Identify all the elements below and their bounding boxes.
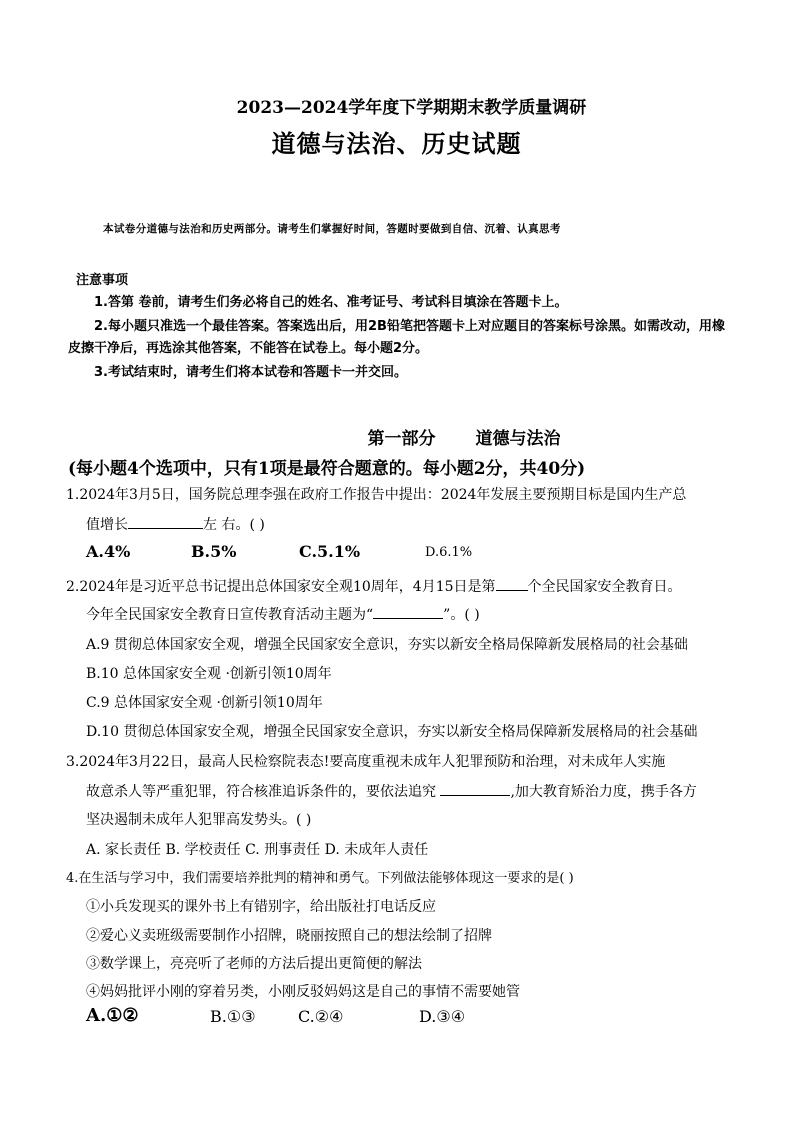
note-item-2a: 2.每小题只准选一个最佳答案。答案选出后，用2B铅笔把答题卡上对应题目的答案标号涂黑。如需改动，用橡 (94, 319, 725, 334)
exam-title-line1: 2023—2024学年度下学期期末教学质量调研 (236, 98, 587, 118)
q3-stem-line3: 坚决遏制未成年人犯罪高发势头。( ) (86, 812, 312, 828)
q1-stem-text: 值增长 (86, 517, 128, 533)
notes-heading: 注意事项 (76, 273, 129, 288)
q1-stem-tail: 左 右。( ) (203, 517, 265, 533)
q2-blank-1 (496, 577, 528, 591)
q2-blank-2 (373, 605, 443, 619)
q1-stem-line1: 1.2024年3月5日，国务院总理李强在政府工作报告中提出：2024年发展主要预期目标是国内生产总 (66, 487, 687, 503)
q4-stem: 4.在生活与学习中，我们需要培养批判的精神和勇气。下列做法能够体现这一要求的是( ) (66, 871, 574, 886)
q4-statement-1: ①小兵发现买的课外书上有错别字，给出版社打电话反应 (86, 899, 436, 915)
q4-option-b: B.①③ (210, 1007, 256, 1026)
q2-stem-line2 (86, 604, 480, 624)
q1-stem-line2 (86, 514, 265, 534)
q4-statement-2: ②爱心义卖班级需要制作小招牌，晓丽按照自己的想法绘制了招牌 (86, 928, 492, 944)
q2-stem-text2: 今年全民国家安全教育日宣传教育活动主题为“ (86, 607, 374, 623)
q4-statement-3: ③数学课上，亮亮听了老师的方法后提出更简便的解法 (86, 956, 422, 972)
part-heading (0, 424, 793, 449)
part-label: 第一部分 (367, 429, 436, 449)
note-item-2b: 皮擦干净后，再选涂其他答案，不能答在试卷上。每小题2分。 (68, 341, 429, 356)
q2-option-c: C.9 总体国家安全观 ·创新引领10周年 (86, 695, 323, 711)
q3-stem-line1: 3.2024年3月22日，最高人民检察院表态!要高度重视未成年人犯罪预防和治理，对未成年人实施 (66, 754, 666, 770)
q2-option-a: A.9 贯彻总体国家安全观，增强全民国家安全意识，夯实以新安全格局保障新发展格局的社会基础 (86, 637, 688, 653)
note-item-1: 1.答第 卷前，请考生们务必将自己的姓名、准考证号、考试科目填涂在答题卡上。 (94, 295, 568, 310)
part-subject: 道德与法治 (475, 429, 561, 449)
q2-option-b: B.10 总体国家安全观 ·创新引领10周年 (86, 666, 332, 682)
q2-stem-tail2: ”。( ) (443, 607, 480, 623)
q2-stem-text: 2.2024年是习近平总书记提出总体国家安全观10周年，4月15日是第 (66, 579, 496, 595)
q3-answer-blank (440, 782, 510, 796)
q1-option-d: D.6.1% (425, 545, 473, 560)
q4-option-d: D.③④ (419, 1007, 466, 1026)
q3-stem-tail: ,加大教育矫治力度，携手各方 (510, 784, 697, 800)
q2-stem-line1 (66, 576, 682, 596)
exam-intro: 本试卷分道德与法治和历史两部分。请考生们掌握好时间，答题时要做到自信、沉着、认真思考 (103, 223, 561, 235)
q2-stem-tail: 个全民国家安全教育日。 (527, 579, 682, 595)
q3-options: A. 家长责任 B. 学校责任 C. 刑事责任 D. 未成年人责任 (86, 842, 429, 858)
q4-option-a: A.①② (86, 1005, 139, 1026)
q1-option-c: C.5.1% (299, 542, 361, 561)
note-item-3: 3.考试结束时，请考生们将本试卷和答题卡一并交回。 (94, 365, 407, 380)
part-instruction: (每小题4个选项中，只有1项是最符合题意的。每小题2分，共40分) (68, 459, 586, 479)
q1-option-b: B.5% (191, 542, 237, 561)
q2-option-d: D.10 贯彻总体国家安全观，增强全民国家安全意识，夯实以新安全格局保障新发展格局的社会基础 (86, 724, 698, 740)
q3-stem-line2 (86, 781, 697, 801)
q4-statement-4: ④妈妈批评小刚的穿着另类，小刚反驳妈妈这是自己的事情不需要她管 (86, 984, 520, 1000)
q3-stem-text: 故意杀人等严重犯罪，符合核准追诉条件的，要依法追究 (86, 784, 441, 800)
q4-option-c: C.②④ (298, 1007, 344, 1026)
q1-option-a: A.4% (86, 542, 131, 561)
q1-answer-blank (128, 515, 203, 529)
exam-title-subject: 道德与法治、历史试题 (271, 129, 522, 158)
